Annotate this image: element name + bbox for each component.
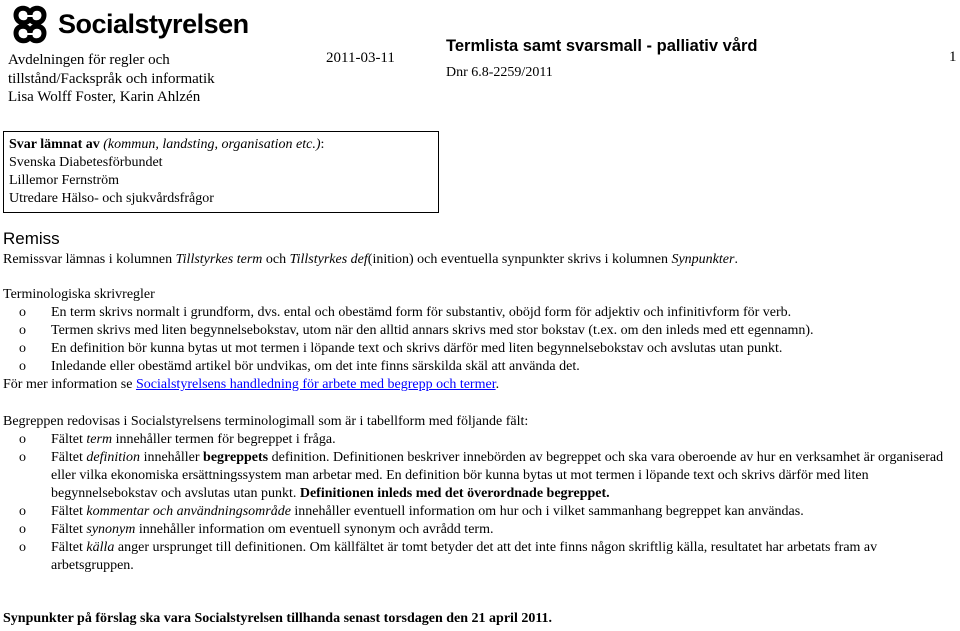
answer-box (3, 131, 439, 213)
fields-intro: Begreppen redovisas i Socialstyrelsens terminologimall som är i tabellform med följande fält: (3, 414, 529, 429)
handbook-link[interactable]: Socialstyrelsens handledning för arbete med begrepp och termer (135, 377, 496, 392)
authors: Lisa Wolff Foster, Karin Ahlzén (8, 89, 201, 105)
socialstyrelsen-logo (6, 2, 249, 46)
field-comment-item: o Fältet kommentar och användningsområde innehåller eventuell information om hur och i vilket sammanhang begreppet kan användas. (19, 504, 804, 519)
field-definition-item: o Fältet definition innehåller begreppets definition. Definitionen beskriver innebörden av begreppet och ska vara oberoende av hur en verksamhet är organiserad eller vilka ekonomiska ersättningssystem man arbetar med. En definition bör kunna bytas ut mot termen i löpande text och skrivs därför med liten begynnelsebokstav och avslutas utan punkt. Definitionen inleds med det överordnade begreppet. (19, 450, 944, 501)
department-line-1: Avdelningen för regler och (8, 52, 170, 68)
list-item: o En definition bör kunna bytas ut mot termen i löpande text och skrivs därför med liten begynnelsebokstav och avslutas utan punkt. (19, 341, 783, 356)
deadline-note: Synpunkter på förslag ska vara Socialstyrelsen tillhanda senast torsdagen den 21 april 2011. (3, 611, 553, 626)
document-date: 2011-03-11 (326, 50, 395, 66)
terminology-rules-list (3, 304, 814, 376)
document-dnr: Dnr 6.8-2259/2011 (446, 65, 553, 80)
remiss-heading: Remiss (3, 229, 60, 248)
list-item: o Inledande eller obestämd artikel bör undvikas, om det inte finns särskilda skäl att använda det. (19, 359, 580, 374)
list-item: o Termen skrivs med liten begynnelsebokstav, utom när den alltid annars skrivs med stor bokstav (t.ex. om den inleds med ett egennamn). (19, 323, 814, 338)
answer-role: Utredare Hälso- och sjukvårdsfrågor (9, 191, 214, 206)
list-item: o En term skrivs normalt i grundform, dvs. ental och obestämd form för substantiv, oböjd form för adjektiv och infinitivform för verb. (19, 305, 792, 320)
header-department-block (8, 51, 215, 107)
terminology-heading: Terminologiska skrivregler (3, 287, 155, 302)
answer-box-label: Svar lämnat av (kommun, landsting, organisation etc.): (9, 137, 325, 152)
answer-person: Lillemor Fernström (9, 173, 120, 188)
department-line-2: tillstånd/Fackspråk och informatik (8, 70, 215, 87)
field-source-item: o Fältet källa anger ursprunget till definitionen. Om källfältet är tomt betyder det att det inte finns någon skriftlig källa, resultatet har arbetats fram av arbetsgruppen. (19, 540, 878, 573)
answer-organisation: Svenska Diabetesförbundet (9, 155, 163, 170)
page-number: 1 (949, 49, 957, 65)
remiss-instructions: Remissvar lämnas i kolumnen Tillstyrkes term och Tillstyrkes def(inition) och eventuella synpunkter skrivs i kolumnen Synpunkter. (3, 252, 738, 267)
document-title: Termlista samt svarsmall - palliativ vård (446, 37, 758, 55)
field-term-item: o Fältet term innehåller termen för begreppet i fråga. (19, 432, 336, 447)
field-synonym-item: o Fältet synonym innehåller information om eventuell synonym och avrådd term. (19, 522, 494, 537)
more-info-line: För mer information se Socialstyrelsens handledning för arbete med begrepp och termer. (3, 377, 500, 392)
fields-list (3, 431, 956, 575)
logo-emblem-icon (6, 3, 54, 45)
logo-wordmark: Socialstyrelsen (58, 9, 249, 39)
